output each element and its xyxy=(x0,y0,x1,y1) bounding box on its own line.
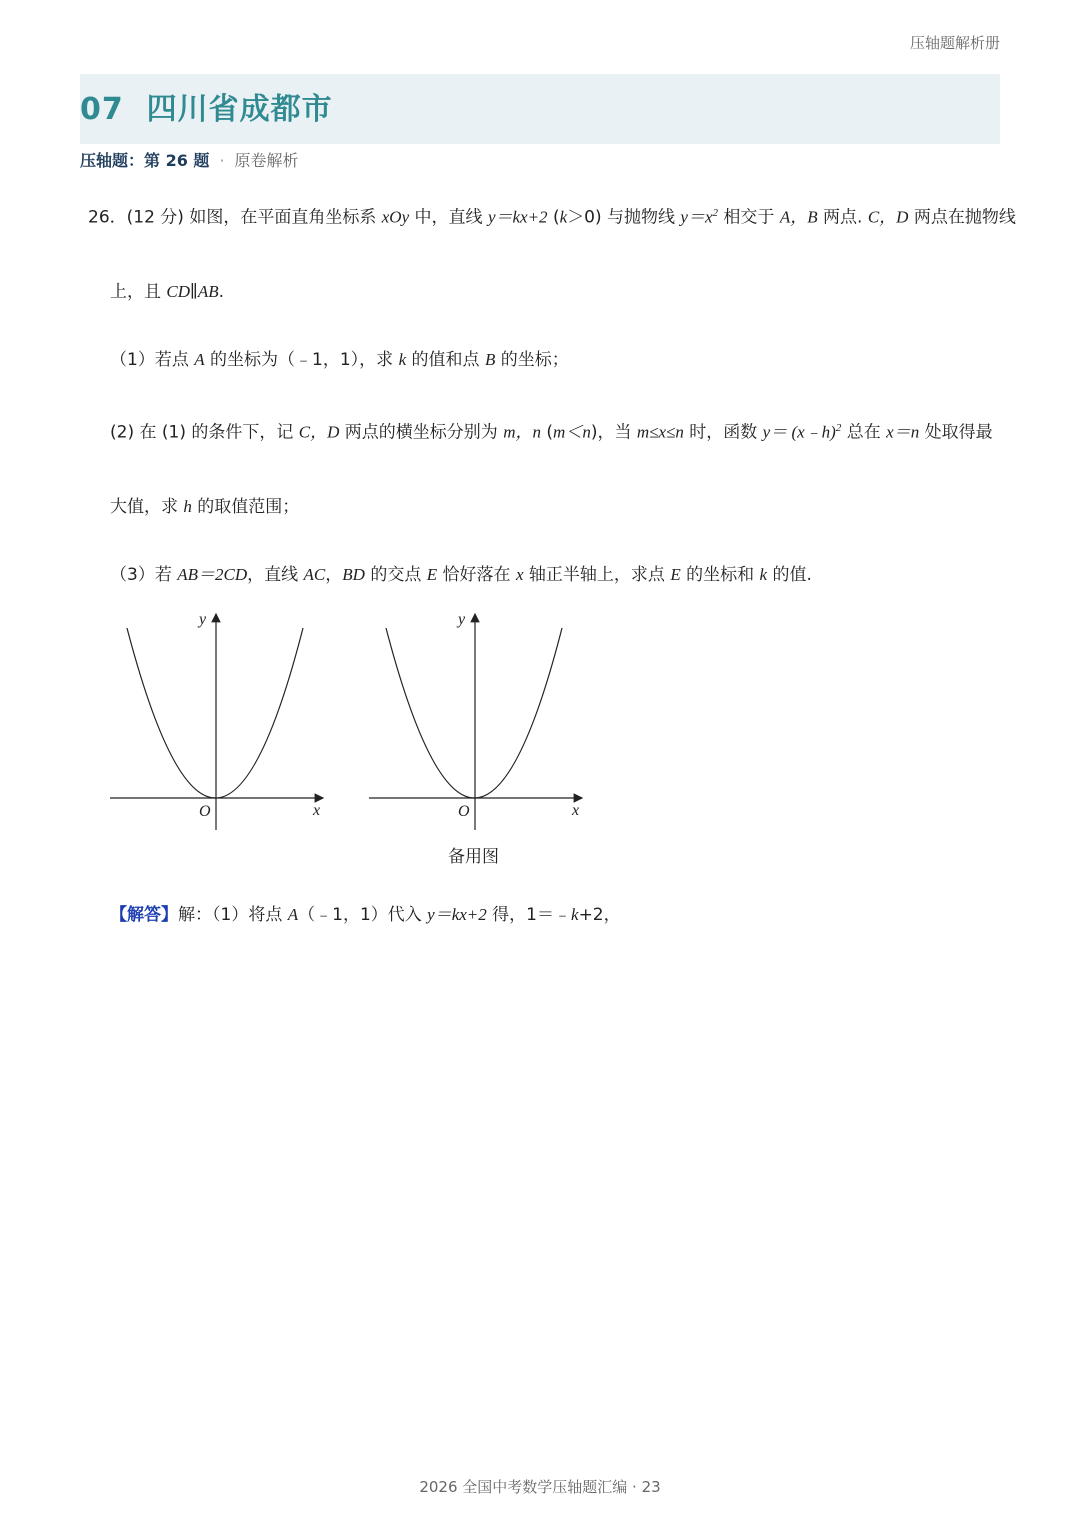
question-intro-line2: 上，且 CD∥AB. xyxy=(110,282,225,302)
figure-caption: 备用图 xyxy=(448,847,499,867)
header-tag: 压轴题解析册 xyxy=(909,34,1000,52)
subtitle-note: 原卷解析 xyxy=(234,151,299,170)
parabola-curve xyxy=(386,628,562,798)
origin-label: O xyxy=(458,803,470,820)
question-part1: （1）若点 A 的坐标为（﹣1，1），求 k 的值和点 B 的坐标； xyxy=(110,350,569,370)
y-axis-label: y xyxy=(458,611,466,628)
origin-label: O xyxy=(199,803,211,820)
question-part2-line1: (2) 在 (1) 的条件下，记 C，D 两点的横坐标分别为 m，n (m＜n)，当 m≤x≤n 时，函数 y＝ (x﹣h)$^2$ 总在 x＝n 处取得最 xyxy=(110,422,993,443)
figure-2 xyxy=(364,608,604,838)
question-part3: （3）若 AB＝2CD，直线 AC，BD 的交点 E 恰好落在 x 轴正半轴上，求点 E 的坐标和 k 的值. xyxy=(110,565,812,585)
parabola-curve xyxy=(127,628,303,798)
y-axis-label: y xyxy=(199,611,207,628)
figure-1 xyxy=(105,608,345,838)
problem-category: 压轴题：第 26 题 xyxy=(80,151,210,170)
question-part2-line2: 大值，求 h 的取值范围； xyxy=(110,497,300,517)
answer-label: 【解答】 xyxy=(110,905,178,925)
question-intro-line1: 26．(12 分) 如图，在平面直角坐标系 xOy 中，直线 y＝kx+2 (k＞0) 与抛物线 $y=x^2$ 相交于 A，B 两点. C，D 两点在抛物线 xyxy=(88,207,1016,228)
separator-dot: · xyxy=(219,151,225,170)
answer-line1: 【解答】解：（1）将点 A（﹣1，1）代入 y＝kx+2 得，1＝﹣k+2， xyxy=(110,905,621,925)
title-bar xyxy=(80,74,1000,144)
x-axis-label: x xyxy=(313,802,321,819)
page-footer: 2026 全国中考数学压轴题汇编 · 23 xyxy=(419,1478,661,1496)
subtitle-line xyxy=(80,148,299,171)
section-title: 07 四川省成都市 xyxy=(80,92,333,127)
x-axis-label: x xyxy=(572,802,580,819)
